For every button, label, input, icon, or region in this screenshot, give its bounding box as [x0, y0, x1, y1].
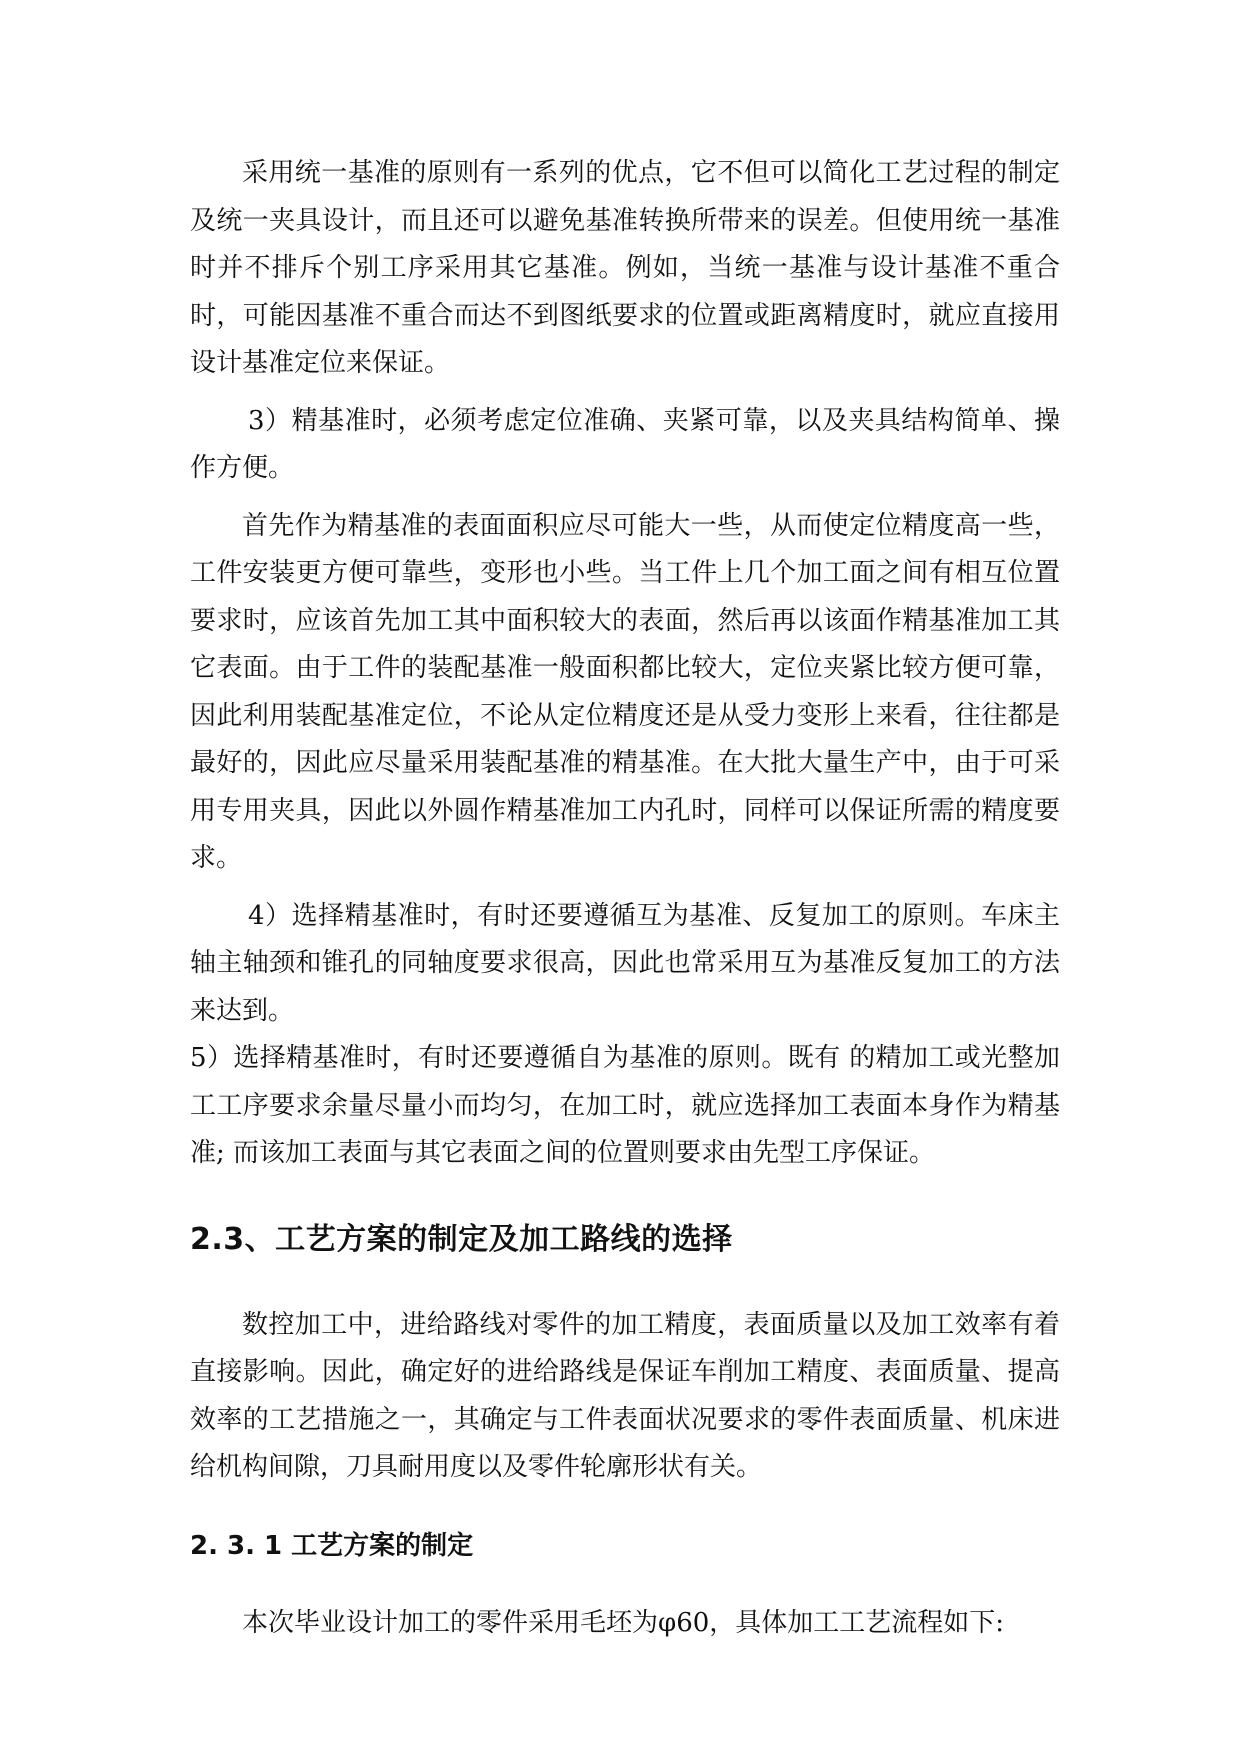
paragraph-fine-datum-surface: 首先作为精基准的表面面积应尽可能大一些，从而使定位精度高一些，工件安装更方便可靠些，变形也小些。当工件上几个加工面之间有相互位置要求时，应该首先加工其中面积较大的表面，然后再以该面作精基准加工其它表面。由于工件的装配基准一般面积都比较大，定位夹紧比较方便可靠，因此利用装配基准定位，不论从定位精度还是从受力变形上来看，往往都是最好的，因此应尽量采用装配基准的精基准。在大批大量生产中，由于可采用专用夹具，因此以外圆作精基准加工内孔时，同样可以保证所需的精度要求。: [190, 510, 1060, 873]
paragraph-item-3: 3）精基准时，必须考虑定位准确、夹紧可靠，以及夹具结构简单、操作方便。: [190, 405, 1060, 483]
paragraph-item-5: 5）选择精基准时，有时还要遵循自为基准的原则。既有 的精加工或光整加工工序要求余量尽量小而均匀，在加工时，就应选择加工表面本身作为精基准; 而该加工表面与其它表面之间的位置则要求由先型工序保证。: [190, 1043, 1060, 1168]
paragraph-item-4: 4）选择精基准时，有时还要遵循互为基准、反复加工的原则。车床主轴主轴颈和锥孔的同轴度要求很高，因此也常采用互为基准反复加工的方法来达到。: [190, 900, 1060, 1026]
paragraph-feed-path: 数控加工中，进给路线对零件的加工精度，表面质量以及加工效率有着直接影响。因此，确定好的进给路线是保证车削加工精度、表面质量、提高效率的工艺措施之一，其确定与工件表面状况要求的零件表面质量、机床进给机构间隙，刀具耐用度以及零件轮廓形状有关。: [190, 1309, 1060, 1482]
paragraph-blank-material: 本次毕业设计加工的零件采用毛坯为φ60，具体加工工艺流程如下:: [242, 1607, 1005, 1638]
document-page: [190, 150, 1060, 1647]
section-heading-2-3: 2.3、工艺方案的制定及加工路线的选择: [190, 1221, 733, 1257]
section-heading-2-3-1: 2. 3. 1 工艺方案的制定: [190, 1530, 474, 1561]
paragraph-unified-datum: 采用统一基准的原则有一系列的优点，它不但可以简化工艺过程的制定及统一夹具设计，而且还可以避免基准转换所带来的误差。但使用统一基准时并不排斥个别工序采用其它基准。例如，当统一基准与设计基准不重合时，可能因基准不重合而达不到图纸要求的位置或距离精度时，就应直接用设计基准定位来保证。: [190, 158, 1060, 378]
